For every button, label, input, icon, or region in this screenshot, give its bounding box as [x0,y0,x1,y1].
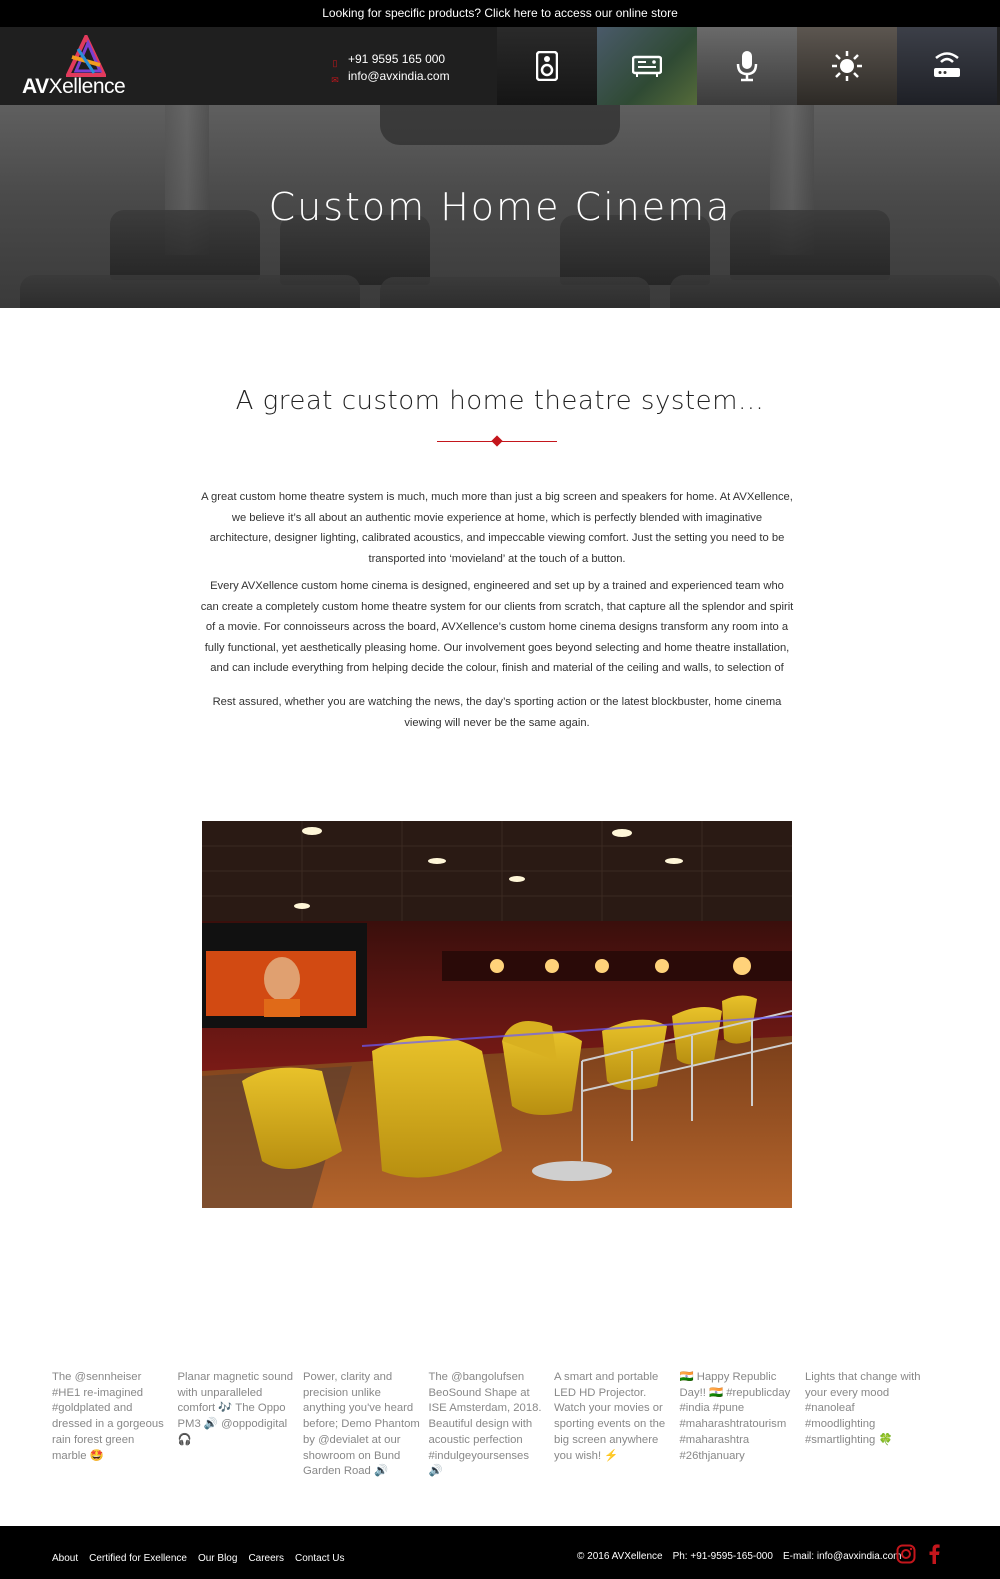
instagram-feed [52,1370,952,1480]
category-tile-receivers[interactable] [597,27,697,105]
feed-post[interactable]: The @sennheiser #HE1 re-imagined #goldplated and dressed in a gorgeous rain forest green marble 🤩 [52,1371,164,1462]
hero-seat [20,275,360,308]
feed-post[interactable]: Lights that change with your every mood #nanoleaf #moodlighting #smartlighting 🍀 [805,1371,921,1446]
footer-copyright: © 2016 AVXellence [577,1551,663,1562]
hero-banner [0,105,1000,308]
section-title: A great custom home theatre system… [235,386,765,416]
feed-post[interactable]: Power, clarity and precision unlike anything you've heard before; Demo Phantom by @devialet at our showroom on Bund Garden Road 🔊 [303,1371,420,1478]
footer-nav [52,1553,344,1564]
title-divider [437,436,557,446]
social-links [896,1544,940,1564]
footer-link-careers[interactable]: Careers [248,1553,285,1564]
speaker-icon [536,51,558,81]
category-tile-audio[interactable] [697,27,797,105]
logo-mark-icon [66,35,106,77]
category-tile-networking[interactable] [897,27,997,105]
footer-phone: Ph: +91-9595-165-000 [672,1551,773,1562]
category-tiles [497,27,997,105]
facebook-icon[interactable] [928,1544,940,1564]
router-icon [931,52,963,80]
home-cinema-illustration [202,821,792,1208]
category-tile-lighting[interactable] [797,27,897,105]
light-icon [831,50,863,82]
footer-email[interactable]: info@avxindia.com [816,1551,902,1562]
hero-seat [670,275,1000,308]
site-footer [0,1526,1000,1579]
receiver-icon [632,54,662,78]
feed-post[interactable]: The @bangolufsen BeoSound Shape at ISE Amsterdam, 2018. Beautiful design with acoustic perfection #indulgeyoursenses 🔊 [428,1371,542,1478]
logo[interactable] [22,33,142,99]
instagram-icon[interactable] [896,1544,916,1564]
footer-email-label: E-mail: [782,1551,815,1562]
footer-link-certified[interactable]: Certified for Exellence [89,1553,187,1564]
header-phone[interactable]: +91 9595 165 000 [348,52,446,66]
feed-post[interactable]: A smart and portable LED HD Projector. Watch your movies or sporting events on the big screen anywhere you wish! ⚡ [554,1371,666,1462]
hero-screen-shape [380,105,620,145]
logo-wordmark: AVXellence [22,75,126,98]
feed-post[interactable]: 🇮🇳 Happy Republic Day!! 🇮🇳 #republicday #india #pune #maharashtratourism #maharashtra #26thjanuary [679,1371,791,1462]
online-store-link[interactable]: Looking for specific products? Click here to access our online store [322,6,678,20]
footer-link-blog[interactable]: Our Blog [197,1553,238,1564]
mail-icon: ✉ [331,74,339,85]
footer-link-contact[interactable]: Contact Us [295,1553,345,1564]
hero-seat [380,277,650,308]
microphone-icon [736,50,758,82]
intro-paragraph: Rest assured, whether you are watching the news, the day’s sporting action or the latest blockbuster, home cinema viewing will never be the same again. [212,696,782,729]
page-title: Custom Home Cinema [268,185,732,229]
intro-paragraph: Every AVXellence custom home cinema is designed, engineered and set up by a trained and experienced team who can create a completely custom home theatre system for our clients from scratch, that capture all the splendor and spirit of a movie. For connoisseurs across the board, AVXellence’s custom home cinema designs transform any room into a fully functional, yet aesthetically pleasing home. Our involvement goes beyond selecting and home theatre installation, and can include everything from helping decide the colour, finish and material of the ceiling and walls, to selection of [200,580,794,674]
intro-paragraph: A great custom home theatre system is much, much more than just a big screen and speakers for home. At AVXellence, we believe it’s all about an authentic movie experience at home, which is perfectly blended with imaginative architecture, designer lighting, calibrated acoustics, and impeccable viewing comfort. Just the setting you need to be transported into ‘movieland’ at the touch of a button. [201,491,793,565]
phone-icon: ▯ [332,57,338,68]
feed-post[interactable]: Planar magnetic sound with unparalleled comfort 🎶 The Oppo PM3 🔊 @oppodigital 🎧 [177,1371,294,1446]
header-contact [330,51,450,85]
header-email[interactable]: info@avxindia.com [348,69,450,83]
home-cinema-photo [202,821,792,1208]
category-tile-speakers[interactable] [497,27,597,105]
footer-link-about[interactable]: About [52,1553,79,1564]
footer-info [577,1551,901,1562]
online-store-banner[interactable] [0,0,1000,27]
site-header [0,27,1000,105]
